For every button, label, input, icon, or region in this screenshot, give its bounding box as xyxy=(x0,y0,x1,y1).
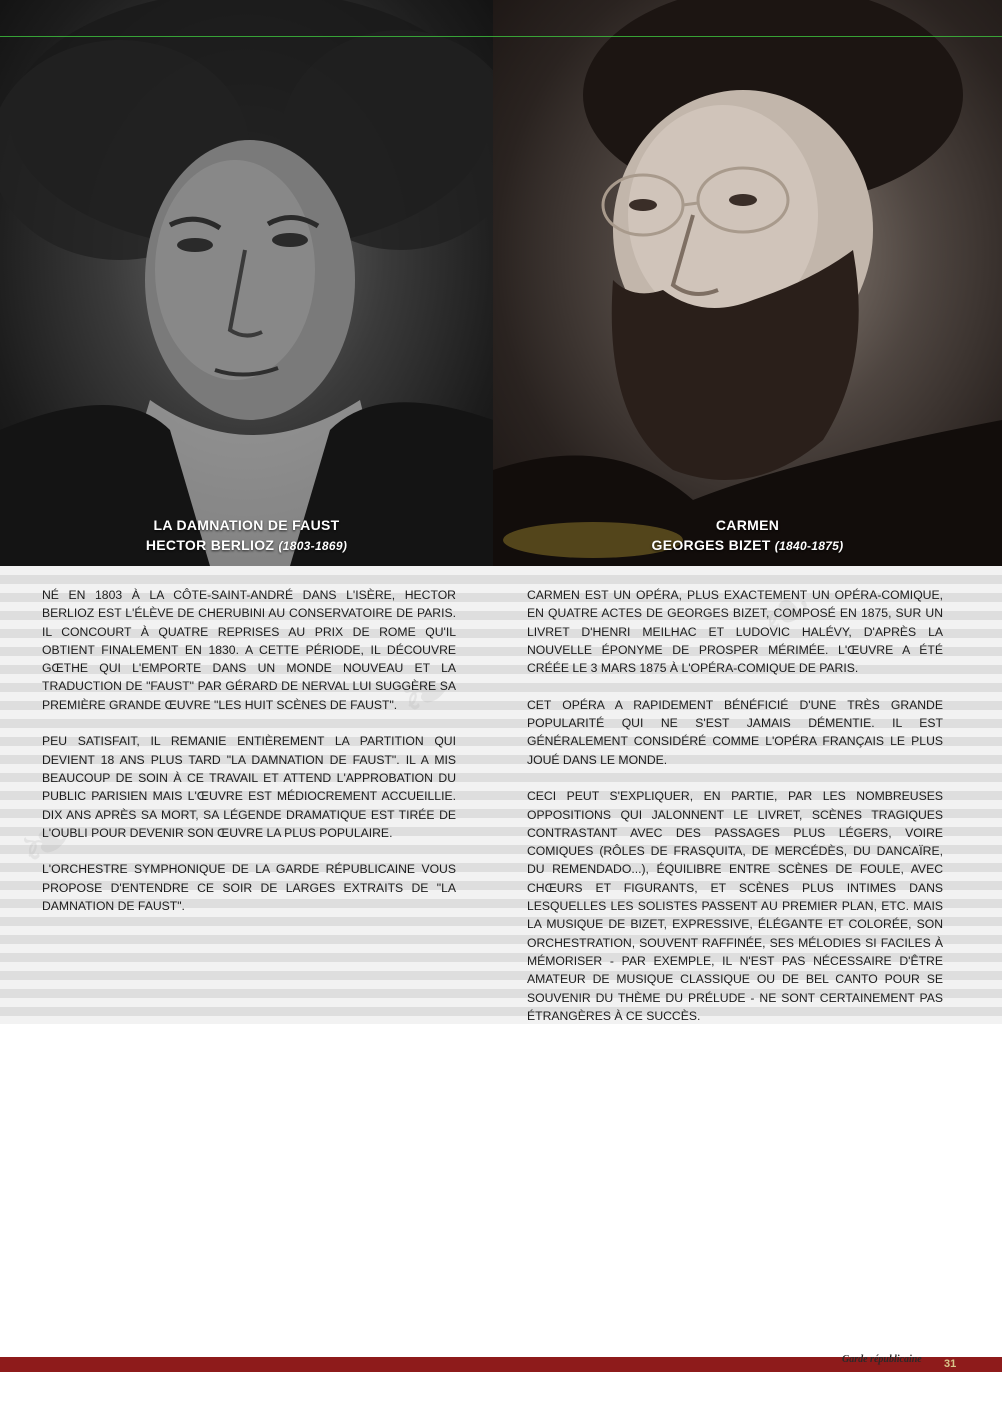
bizet-text-column xyxy=(527,586,943,1043)
berlioz-work-title: LA DAMNATION DE FAUST xyxy=(153,517,340,533)
scan-line xyxy=(0,36,1002,37)
berlioz-text-column xyxy=(42,586,456,934)
bizet-work-title: CARMEN xyxy=(715,517,780,533)
bizet-paragraph-1: CARMEN EST UN OPÉRA, PLUS EXACTEMENT UN OPÉRA-COMIQUE, EN QUATRE ACTES DE GEORGES BIZET, COMPOSÉ EN 1875, SUR UN LIVRET D'HENRI MEILHAC ET LUDOVIC HALÉVY, D'APRÈS LA NOUVELLE ÉPONYME DE PROSPER MÉRIMÉE. L'ŒUVRE A ÉTÉ CRÉÉE LE 3 MARS 1875 À L'OPÉRA-COMIQUE DE PARIS. xyxy=(527,588,943,676)
berlioz-caption xyxy=(0,515,493,556)
bizet-composer-line xyxy=(493,535,1002,556)
bizet-paragraph-3: CECI PEUT S'EXPLIQUER, EN PARTIE, PAR LES NOMBREUSES OPPOSITIONS QUI JALONNENT LE LIVRET, SCÈNES TRAGIQUES CONTRASTANT AVEC DES PASSAGES PLUS LÉGERS, VOIRE COMIQUES (RÔLES DE FRASQUITA, DE MERCÉDÈS, DU DANCAÏRE, DU REMENDADO...), ÉQUILIBRE ENTRE SCÈNES DE FOULE, AVEC CHŒURS ET FIGURANTS, ET SCÈNES PLUS INTIMES DANS LESQUELLES LES SOLISTES PASSENT AU PREMIER PLAN, ETC. MAIS LA MUSIQUE DE BIZET, EXPRESSIVE, ÉLÉGANTE ET COLORÉE, SON ORCHESTRATION, SOUVENT RAFFINÉE, SES MÉLODIES SI FACILES À MÉMORISER - PAR EXEMPLE, IL N'EST PAS NÉCESSAIRE D'ÊTRE AMATEUR DE MUSIQUE CLASSIQUE OU DE BEL CANTO POUR SE SOUVENIR DU THÈME DU PRÉLUDE - NE SONT CERTAINEMENT PAS ÉTRANGÈRES À CE SUCCÈS. xyxy=(527,789,943,1023)
berlioz-composer-line xyxy=(0,535,493,556)
berlioz-paragraph-2: PEU SATISFAIT, IL REMANIE ENTIÈREMENT LA PARTITION QUI DEVIENT 18 ANS PLUS TARD "LA DAMNATION DE FAUST". IL A MIS BEAUCOUP DE SOIN À CE TRAVAIL ET ATTEND L'APPROBATION DU PUBLIC PARISIEN MAIS L'ŒUVRE EST MÉDIOCREMENT ACCUEILLIE. DIX ANS APRÈS SA MORT, SA LÉGENDE DRAMATIQUE EST TIRÉE DE L'OUBLI POUR DEVENIR SON ŒUVRE LA PLUS POPULAIRE. xyxy=(42,734,456,840)
bizet-portrait-illustration xyxy=(493,0,1002,566)
bizet-years: (1840-1875) xyxy=(774,539,844,553)
bizet-paragraph-2: CET OPÉRA A RAPIDEMENT BÉNÉFICIÉ D'UNE TRÈS GRANDE POPULARITÉ QUI NE S'EST JAMAIS DÉMENTIE. IL EST GÉNÉRALEMENT CONSIDÉRÉ COMME L'OPÉRA FRANÇAIS LE PLUS JOUÉ DANS LE MONDE. xyxy=(527,697,943,767)
garde-republicaine-logo: Garde républicaine xyxy=(842,1354,922,1365)
bizet-caption xyxy=(493,515,1002,556)
berlioz-years: (1803-1869) xyxy=(278,539,348,553)
bizet-portrait xyxy=(493,0,1002,566)
berlioz-composer-name: HECTOR BERLIOZ xyxy=(145,537,275,553)
berlioz-paragraph-1: NÉ EN 1803 À LA CÔTE-SAINT-ANDRÉ DANS L'ISÈRE, HECTOR BERLIOZ EST L'ÉLÈVE DE CHERUBINI AU CONSERVATOIRE DE PARIS. IL CONCOURT À QUATRE REPRISES AU PRIX DE ROME QU'IL OBTIENT FINALEMENT EN 1830. A CETTE PÉRIODE, IL DÉCOUVRE GŒTHE QUI L'EMPORTE DANS UN MONDE NOUVEAU ET LA TRADUCTION DE "FAUST" PAR GÉRARD DE NERVAL LUI SUGGÈRE SA PREMIÈRE GRANDE ŒUVRE "LES HUIT SCÈNES DE FAUST". xyxy=(42,588,456,712)
berlioz-paragraph-3: L'ORCHESTRE SYMPHONIQUE DE LA GARDE RÉPUBLICAINE VOUS PROPOSE D'ENTENDRE CE SOIR DE LARGES EXTRAITS DE "LA DAMNATION DE FAUST". xyxy=(42,862,456,914)
berlioz-portrait-illustration xyxy=(0,0,493,566)
bizet-composer-name: GEORGES BIZET xyxy=(651,537,771,553)
page-number: 31 xyxy=(944,1358,957,1370)
berlioz-portrait xyxy=(0,0,493,566)
